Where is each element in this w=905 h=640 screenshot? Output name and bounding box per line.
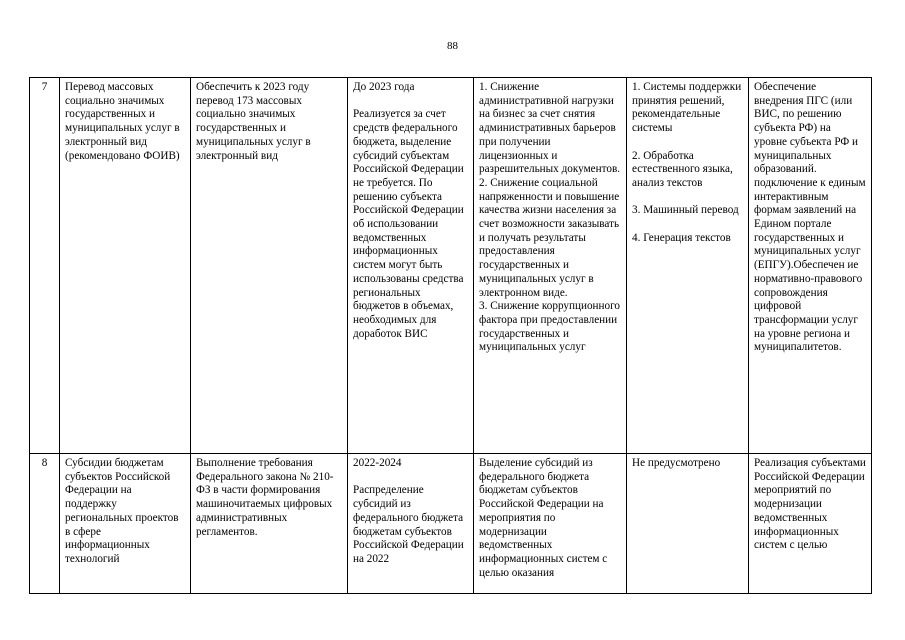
measures-table [29,77,872,594]
measure-region-cell: Обеспечение внедрения ПГС (или ВИС, по решению субъекта РФ) на уровне субъекта РФ и муниципальных образований. подключение к единым интерактивным формам заявлений на Едином портале государственных и муниципальных услуг (ЕПГУ).Обеспечен ие нормативно-правового сопровождения цифровой трансформации услуг на уровне региона и муниципалитетов. [749,78,872,454]
measure-name-cell: Перевод массовых социально значимых государственных и муниципальных услуг в электронный вид (рекомендовано ФОИВ) [60,78,191,454]
measure-term-cell: 2022-2024 Распределение субсидий из федерального бюджета бюджетам субъектов Российской Федерации на 2022 [348,454,474,594]
measure-effect-cell: 1. Снижение административной нагрузки на бизнес за счет снятия административных барьеров при получении лицензионных и разрешительных документов. 2. Снижение социальной напряженности и повышение качества жизни населения за счет возможности заказывать и получать результаты предоставления государственных и муниципальных услуг в электронном виде. 3. Снижение коррупционного фактора при предоставлении государственных и муниципальных услуг [474,78,627,454]
measure-effect-cell: Выделение субсидий из федерального бюджета бюджетам субъектов Российской Федерации на мероприятия по модернизации ведомственных информационных систем с целью оказания [474,454,627,594]
measure-goal-cell: Выполнение требования Федерального закона № 210-ФЗ в части формирования машиночитаемых цифровых административных регламентов. [191,454,348,594]
table-row [30,78,872,454]
measure-term-cell: До 2023 года Реализуется за счет средств федерального бюджета, выделение субсидий субъектам Российской Федерации не требуется. По решению субъекта Российской Федерации об использовании ведомственных информационных систем могут быть использованы средства региональных бюджетов в объемах, необходимых для доработок ВИС [348,78,474,454]
measure-goal-cell: Обеспечить к 2023 году перевод 173 массовых социально значимых государственных и муниципальных услуг в электронный вид [191,78,348,454]
table-row [30,454,872,594]
row-number: 7 [30,78,60,454]
measure-technology-cell: 1. Системы поддержки принятия решений, рекомендательные системы 2. Обработка естественного языка, анализ текстов 3. Машинный перевод 4. Генерация текстов [627,78,749,454]
measure-name-cell: Субсидии бюджетам субъектов Российской Федерации на поддержку региональных проектов в сфере информационных технологий [60,454,191,594]
page-number: 88 [447,40,458,52]
row-number: 8 [30,454,60,594]
measure-technology-cell: Не предусмотрено [627,454,749,594]
measure-region-cell: Реализация субъектами Российской Федерации мероприятий по модернизации ведомственных информационных систем с целью [749,454,872,594]
